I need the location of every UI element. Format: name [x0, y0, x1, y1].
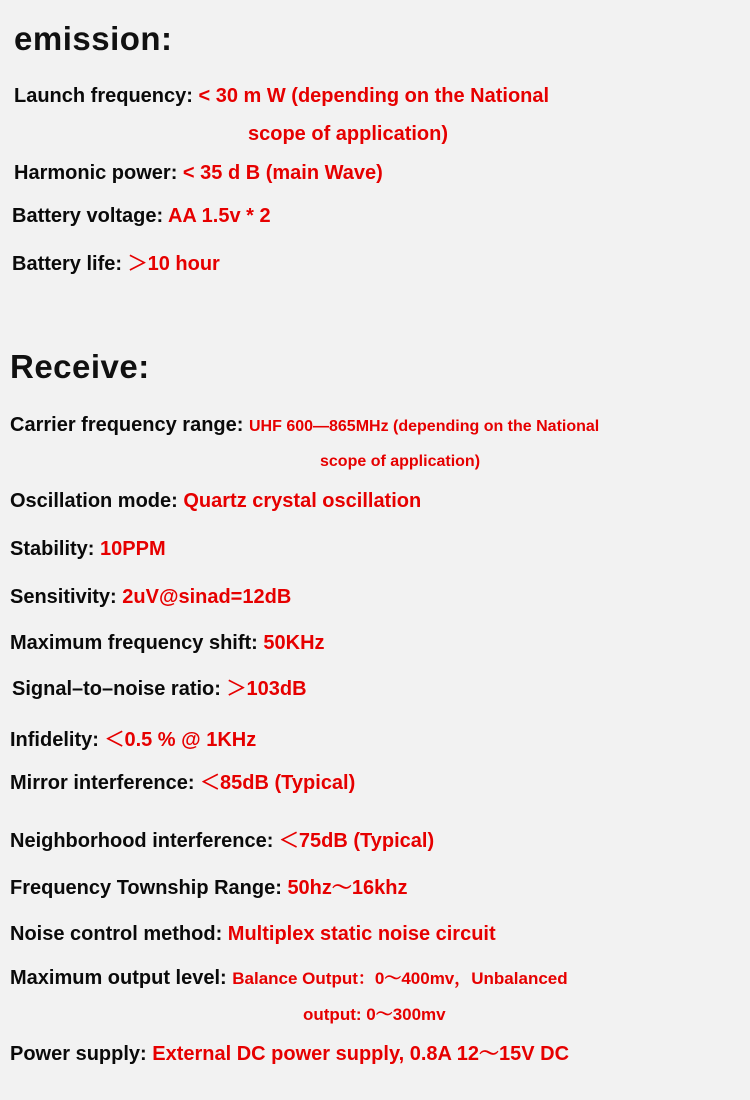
spec-row-neighborhood-interference — [10, 831, 434, 851]
spec-label: Stability: — [10, 538, 101, 560]
spec-value: ＞10 hour — [127, 253, 220, 275]
spec-value: Balance Output：0～400mv，Unbalanced — [232, 969, 568, 988]
spec-row-battery-life — [12, 254, 220, 274]
spec-value: Multiplex static noise circuit — [227, 923, 496, 945]
spec-value: AA 1.5v * 2 — [167, 205, 271, 227]
spec-value-continuation: scope of application) — [248, 123, 449, 145]
spec-row-infidelity — [10, 730, 256, 750]
spec-label: Neighborhood interference: — [10, 830, 274, 852]
spec-value: < 35 d B (main Wave) — [182, 162, 383, 184]
spec-label: Frequency Township Range: — [10, 877, 288, 899]
spec-row-harmonic-power — [14, 163, 383, 183]
spec-label: Infidelity: — [10, 729, 99, 751]
spec-label: Harmonic power: — [14, 162, 183, 184]
spec-label: Sensitivity: — [10, 586, 123, 608]
spec-label: Signal–to–noise ratio: — [12, 678, 227, 700]
spec-value-continuation: scope of application) — [320, 453, 481, 470]
spec-value: 2uV@sinad=12dB — [122, 586, 292, 608]
spec-row-frequency-range — [10, 878, 408, 898]
spec-label: Maximum frequency shift: — [10, 632, 264, 654]
spec-row-stability — [10, 539, 166, 559]
spec-row-max-output-level — [10, 968, 568, 988]
spec-value: ＜75dB (Typical) — [278, 830, 435, 852]
emission-heading: emission: — [14, 20, 173, 57]
spec-value: ＜0.5 % @ 1KHz — [104, 729, 257, 751]
spec-value: Quartz crystal oscillation — [183, 490, 422, 512]
spec-row-battery-voltage — [12, 206, 271, 226]
spec-row-launch-frequency — [14, 86, 549, 106]
spec-label: Maximum output level: — [10, 967, 233, 989]
spec-label: Power supply: — [10, 1043, 153, 1065]
receive-heading: Receive: — [10, 348, 150, 385]
spec-label: Carrier frequency range: — [10, 414, 249, 436]
spec-label: Battery voltage: — [12, 205, 168, 227]
spec-value-continuation: output: 0～300mv — [303, 1005, 446, 1024]
spec-row-max-frequency-shift — [10, 633, 325, 653]
spec-row-oscillation-mode — [10, 491, 421, 511]
spec-label: Oscillation mode: — [10, 490, 184, 512]
spec-row-carrier-frequency-range — [10, 415, 599, 435]
spec-value: ＜85dB (Typical) — [200, 772, 356, 794]
spec-row-power-supply — [10, 1044, 569, 1064]
spec-value: 10PPM — [100, 538, 166, 560]
spec-value: ＞103dB — [226, 678, 307, 700]
spec-row-signal-to-noise — [12, 679, 307, 699]
spec-row-noise-control — [10, 924, 496, 944]
spec-row-mirror-interference — [10, 773, 355, 793]
spec-value: < 30 m W (depending on the National — [198, 85, 550, 107]
spec-value: 50KHz — [263, 632, 325, 654]
spec-label: Mirror interference: — [10, 772, 195, 794]
spec-value: UHF 600—865MHz (depending on the National — [248, 418, 600, 435]
spec-label: Battery life: — [12, 253, 128, 275]
spec-row-sensitivity — [10, 587, 291, 607]
spec-value: 50hz～16khz — [287, 877, 408, 899]
spec-label: Noise control method: — [10, 923, 228, 945]
spec-value: External DC power supply, 0.8A 12～15V DC — [152, 1043, 570, 1065]
spec-label: Launch frequency: — [14, 85, 199, 107]
